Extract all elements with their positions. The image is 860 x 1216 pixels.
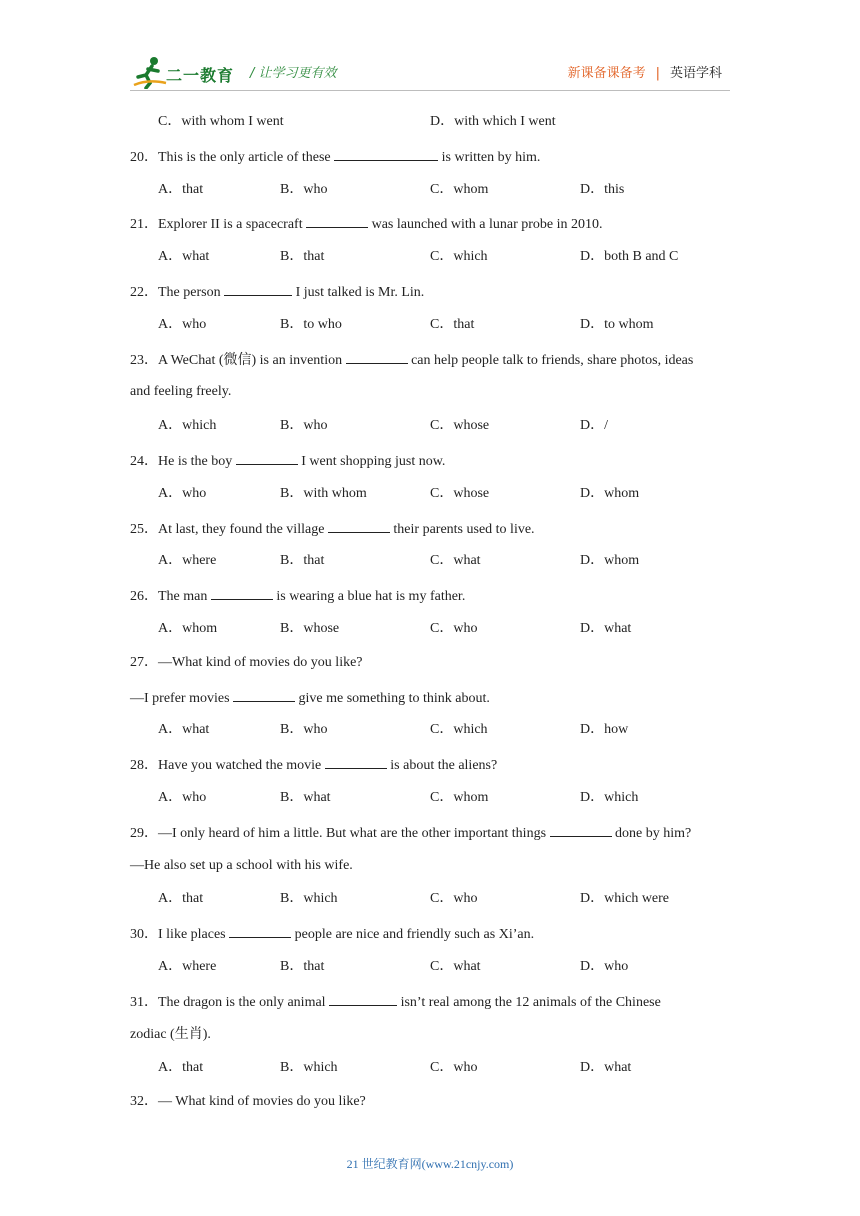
answer-option: D．with which I went [430, 114, 556, 129]
answer-option: B．what [280, 790, 331, 805]
answer-option: C．which [430, 249, 488, 265]
question-text: 31．The dragon is the only animal isn’t real among the 12 animals of the Chinese [130, 991, 661, 1013]
answer-option: D．which were [580, 891, 670, 907]
question-text: 20．This is the only article of these is written by him. [130, 146, 540, 168]
answer-option: A．that [158, 891, 204, 907]
page-footer: 21 世纪教育网(www.21cnjy.com) [346, 1157, 514, 1171]
answer-option: C．who [430, 621, 478, 636]
answer-blank [325, 754, 387, 769]
answer-option: A．which [158, 418, 217, 434]
answer-option: D．both B and C [580, 249, 679, 265]
answer-option: A．who [158, 790, 207, 805]
brand-logo [132, 55, 252, 89]
answer-option: A．what [158, 722, 210, 738]
header-divider [130, 90, 730, 91]
answer-option: D．who [580, 959, 629, 974]
page-header [0, 0, 860, 96]
answer-options [0, 247, 860, 267]
answer-option: A．where [158, 553, 217, 569]
answer-options [0, 484, 860, 504]
answer-option: D．which [580, 790, 639, 805]
question-text: 23．A WeChat (微信) is an invention can help people talk to friends, share photos, ideas [130, 349, 693, 371]
answer-blank [229, 923, 291, 938]
answer-blank [329, 991, 397, 1006]
text-line: 32．— What kind of movies do you like? [130, 1094, 366, 1110]
answer-option: C．that [430, 316, 475, 332]
logo-text: 二一教育 [166, 66, 235, 85]
answer-option: C．whom [430, 181, 489, 197]
answer-options [0, 957, 860, 977]
answer-blank [236, 450, 298, 465]
question-text: 29．—I only heard of him a little. But what are the other important things done by him? [130, 822, 691, 844]
answer-option: B．that [280, 249, 325, 265]
question-text: 30．I like places people are nice and friendly such as Xi’an. [130, 923, 534, 945]
answer-options [0, 315, 860, 335]
answer-option: D．whom [580, 553, 640, 569]
answer-option: B．to who [280, 316, 342, 332]
answer-blank [224, 281, 292, 296]
answer-option: A．who [158, 316, 207, 332]
text-line: 27．—What kind of movies do you like? [130, 654, 363, 670]
answer-option: D．what [580, 1060, 632, 1076]
question-text: —I prefer movies give me something to think about. [130, 687, 490, 709]
answer-options [0, 720, 860, 740]
answer-options [0, 619, 860, 639]
answer-blank [306, 213, 368, 228]
answer-option: B．who [280, 722, 328, 738]
answer-option: A．whom [158, 621, 218, 636]
answer-option: B．who [280, 418, 328, 434]
answer-blank [328, 518, 390, 533]
answer-option: A．where [158, 959, 217, 974]
slogan: / 让学习更有效 [250, 66, 337, 81]
question-text: 25．At last, they found the village their parents used to live. [130, 518, 535, 540]
text-line: and feeling freely. [130, 384, 232, 400]
answer-option: B．which [280, 1060, 338, 1076]
answer-option: C．what [430, 959, 481, 974]
answer-options [0, 416, 860, 436]
answer-options [0, 180, 860, 200]
answer-option: A．that [158, 181, 204, 197]
answer-blank [346, 349, 408, 364]
question-text: 21．Explorer II is a spacecraft was launched with a lunar probe in 2010. [130, 213, 603, 235]
answer-option: A．that [158, 1060, 204, 1076]
header-separator: | [655, 66, 660, 81]
answer-option: B．which [280, 891, 338, 907]
answer-option: D．what [580, 621, 632, 636]
answer-options [0, 1058, 860, 1078]
header-tagline: 新课备课备考 [567, 66, 646, 81]
answer-option: B．who [280, 181, 328, 197]
header-subject [568, 62, 722, 81]
subject-label: 英语学科 [669, 66, 722, 81]
answer-option: C．whose [430, 418, 490, 434]
answer-blank [334, 146, 438, 161]
answer-option: C．which [430, 722, 488, 738]
question-text: 22．The person I just talked is Mr. Lin. [130, 281, 424, 303]
answer-blank [550, 822, 612, 837]
answer-option: C．whose [430, 485, 490, 501]
answer-option: C．who [430, 891, 478, 907]
answer-option: B．with whom [280, 485, 367, 501]
answer-option: C．with whom I went [158, 114, 284, 129]
answer-blank [233, 687, 295, 702]
answer-option: D．how [580, 722, 629, 738]
answer-option: A．who [158, 485, 207, 501]
question-text: 26．The man is wearing a blue hat is my father. [130, 585, 465, 607]
answer-options [0, 551, 860, 571]
answer-option: B．that [280, 959, 325, 974]
answer-option: D．/ [580, 418, 608, 434]
answer-options [0, 889, 860, 909]
answer-option: D．to whom [580, 316, 654, 332]
answer-option: B．that [280, 553, 325, 569]
text-line: —He also set up a school with his wife. [130, 857, 353, 873]
answer-options [0, 788, 860, 808]
answer-option: C．what [430, 553, 481, 569]
question-text: 24．He is the boy I went shopping just now. [130, 450, 445, 472]
answer-options [0, 112, 860, 132]
text-line: zodiac (生肖). [130, 1026, 211, 1042]
answer-option: B．whose [280, 621, 340, 636]
answer-option: A．what [158, 249, 210, 265]
answer-option: D．whom [580, 485, 640, 501]
runner-logo-icon [132, 55, 168, 89]
answer-option: C．who [430, 1060, 478, 1076]
question-text: 28．Have you watched the movie is about the aliens? [130, 754, 497, 776]
answer-option: C．whom [430, 790, 489, 805]
answer-option: D．this [580, 181, 625, 197]
answer-blank [211, 585, 273, 600]
